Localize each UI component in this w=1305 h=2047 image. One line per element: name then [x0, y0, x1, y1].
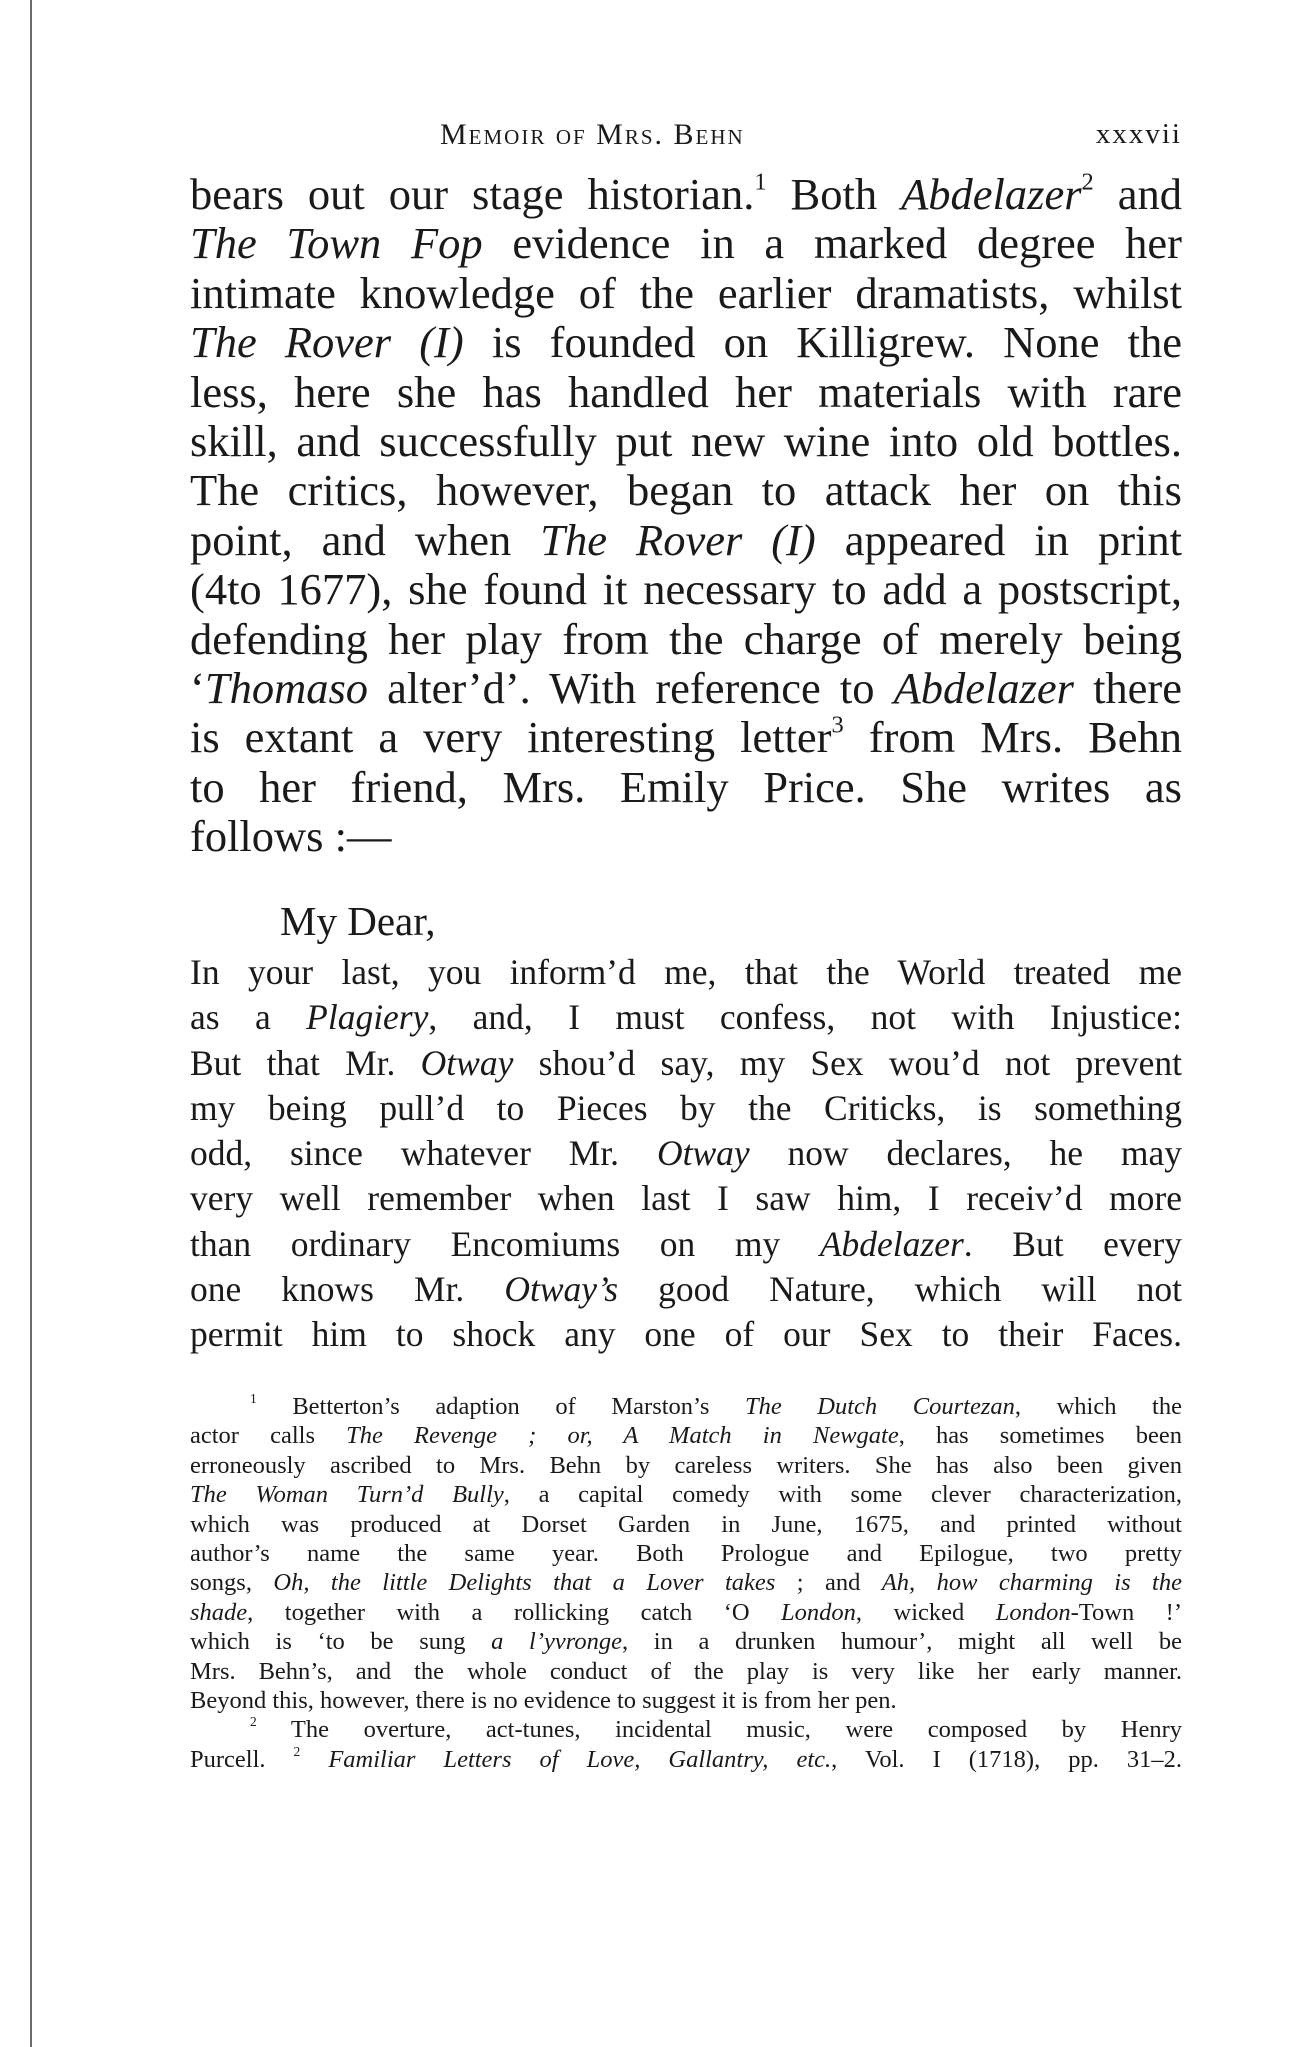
running-head	[190, 118, 1182, 162]
text-line: The Town Fop evidence in a marked degree her	[190, 218, 1183, 269]
text-line: to her friend, Mrs. Emily Price. She writes as	[190, 761, 1182, 812]
text-line: skill, and successfully put new wine into old bottles.	[190, 416, 1182, 467]
text-line: But that Mr. Otway shou’d say, my Sex wou’d not prevent	[190, 1042, 1182, 1083]
text-line: bears out our stage historian.$^1$ Both Abdelazer$^2$ and	[190, 168, 1183, 219]
text-line: Beyond this, however, there is no evidence to suggest it is from her pen.	[190, 1687, 897, 1715]
running-head-title: Memoir of Mrs. Behn	[440, 118, 745, 151]
text-line: In your last, you inform’d me, that the World treated me	[190, 952, 1182, 992]
text-line: erroneously ascribed to Mrs. Behn by careless writers. She has also been given	[190, 1451, 1182, 1479]
letter-quotation	[190, 950, 1182, 1358]
text-line: than ordinary Encomiums on my Abdelazer. But every	[190, 1223, 1182, 1264]
text-line: actor calls The Revenge ; or, A Match in Newgate, has sometimes been	[190, 1422, 1182, 1450]
text-line: point, and when The Rover (I) appeared in print	[190, 514, 1183, 565]
text-line: shade, together with a rollicking catch ‘O London, wicked London-Town !’	[190, 1598, 1182, 1626]
footnote-ref-3: 3	[831, 711, 844, 739]
text-line: very well remember when last I saw him, I receiv’d more	[190, 1178, 1182, 1219]
text-line: which is ‘to be sung a l’yvronge, in a drunken humour’, might all well be	[190, 1628, 1182, 1656]
text-line: The Woman Turn’d Bully, a capital comedy with some clever characterization,	[190, 1481, 1182, 1509]
text-line: intimate knowledge of the earlier dramatists, whilst	[190, 267, 1182, 318]
text-line: my being pull’d to Pieces by the Criticks, is something	[190, 1087, 1182, 1128]
text-line: author’s name the same year. Both Prologue and Epilogue, two pretty	[190, 1540, 1182, 1568]
text-line: songs, Oh, the little Delights that a Lover takes ; and Ah, how charming is the	[190, 1569, 1182, 1597]
text-line: is extant a very interesting letter$^3$ from Mrs. Behn	[190, 711, 1182, 763]
text-line: odd, since whatever Mr. Otway now declares, he may	[190, 1133, 1183, 1174]
footnote-ref-2: 2	[1081, 168, 1094, 196]
text-line: permit him to shock any one of our Sex to their Faces.	[190, 1314, 1182, 1355]
footnote-2: $^2$ The overture, act-tunes, incidental music, were composed by Henry	[250, 1714, 1182, 1744]
text-line: The critics, however, began to attack her on this	[190, 465, 1182, 516]
text-line: The Rover (I) is founded on Killigrew. None the	[190, 317, 1182, 368]
text-line: less, here she has handled her materials with rare	[190, 366, 1182, 417]
letter-salutation: My Dear,	[280, 898, 436, 944]
text-line: (4to 1677), she found it necessary to add a postscript,	[190, 564, 1182, 615]
page-binding-edge	[30, 0, 32, 2047]
text-line: follows :—	[190, 811, 392, 862]
main-paragraph	[190, 170, 1182, 862]
text-line: Mrs. Behn’s, and the whole conduct of the play is very like her early manner.	[190, 1657, 1182, 1685]
footnote-1: $^1$ Betterton’s adaption of Marston’s The Dutch Courtezan, which the	[250, 1391, 1182, 1420]
footnotes	[190, 1392, 1182, 1774]
text-line: defending her play from the charge of merely being	[190, 613, 1182, 664]
footnote-3: Purcell. $^2$ Familiar Letters of Love, Gallantry, etc., Vol. I (1718), pp. 31–2.	[190, 1744, 1183, 1773]
text-line: as a Plagiery, and, I must confess, not with Injustice:	[190, 997, 1182, 1038]
text-line: which was produced at Dorset Garden in June, 1675, and printed without	[190, 1510, 1182, 1538]
page-number: xxxvii	[1095, 118, 1182, 150]
text-line: ‘Thomaso alter’d’. With reference to Abdelazer there	[190, 663, 1183, 714]
footnote-ref-1: 1	[754, 168, 767, 196]
text-line: one knows Mr. Otway’s good Nature, which will not	[190, 1269, 1182, 1310]
